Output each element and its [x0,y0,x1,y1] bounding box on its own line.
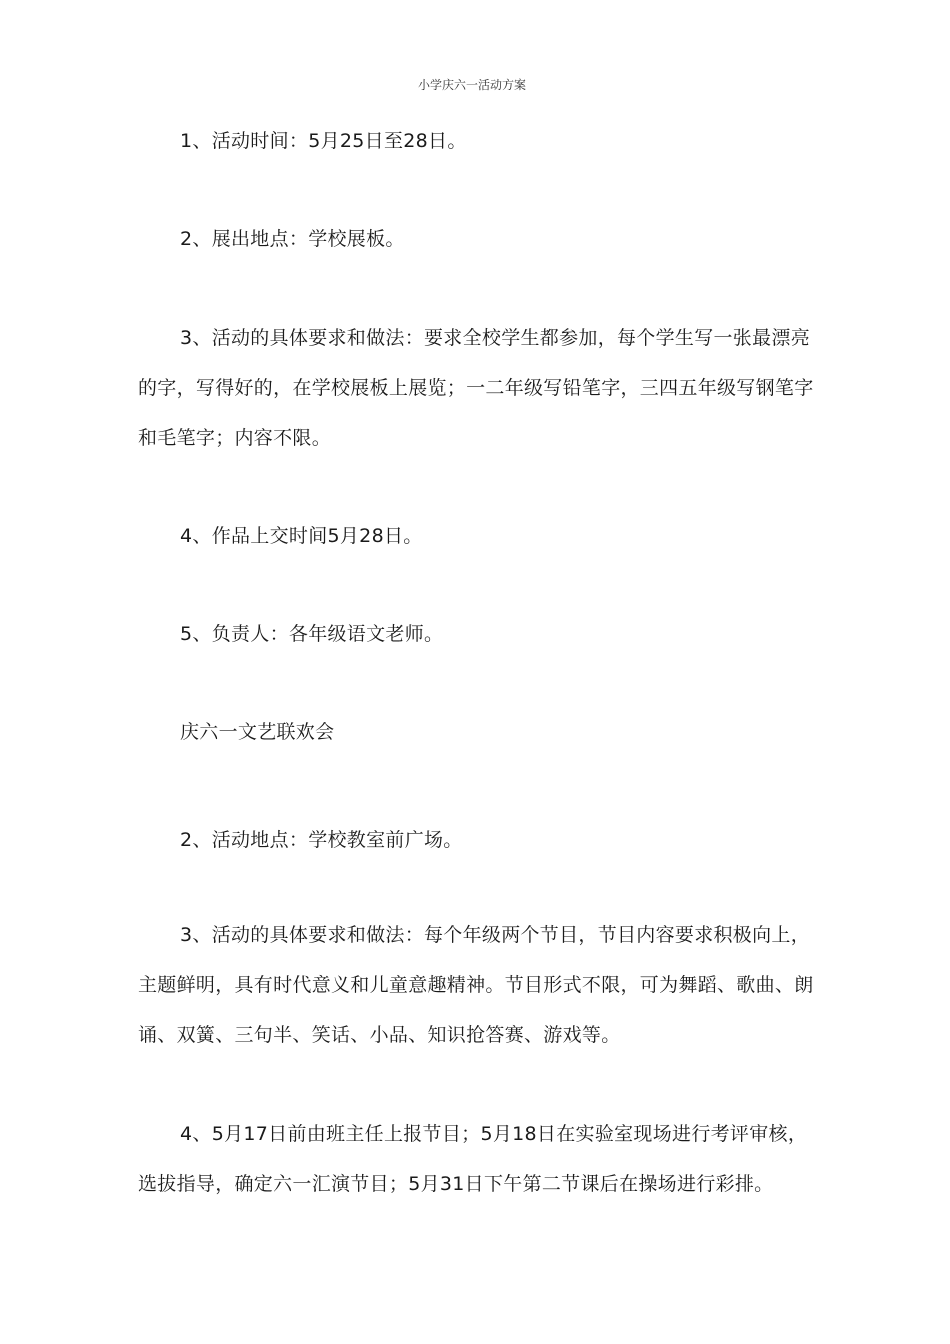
section-heading-art-gala: 庆六一文艺联欢会 [180,721,335,743]
paragraph-calligraphy-requirements: 3、活动的具体要求和做法：要求全校学生都参加，每个学生写一张最漂亮的字，写得好的，在学校展板上展览；一二年级写铅笔字，三四五年级写钢笔字和毛笔字；内容不限。 [138,327,814,449]
paragraph-activity-time: 1、活动时间：5月25日至28日。 [180,130,467,152]
paragraph-gala-requirements: 3、活动的具体要求和做法：每个年级两个节目，节目内容要求积极向上，主题鲜明，具有时代意义和儿童意趣精神。节目形式不限，可为舞蹈、歌曲、朗诵、双簧、三句半、笑话、小品、知识抢答赛、游戏等。 [138,924,814,1046]
paragraph-submission-time: 4、作品上交时间5月28日。 [180,525,423,547]
paragraph-gala-location: 2、活动地点：学校教室前广场。 [180,829,463,851]
page-header-title: 小学庆六一活动方案 [418,78,527,92]
paragraph-person-in-charge: 5、负责人：各年级语文老师。 [180,623,444,645]
paragraph-gala-schedule: 4、5月17日前由班主任上报节目；5月18日在实验室现场进行考评审核，选拔指导，确定六一汇演节目；5月31日下午第二节课后在操场进行彩排。 [138,1123,808,1195]
paragraph-exhibit-location: 2、展出地点：学校展板。 [180,228,405,250]
